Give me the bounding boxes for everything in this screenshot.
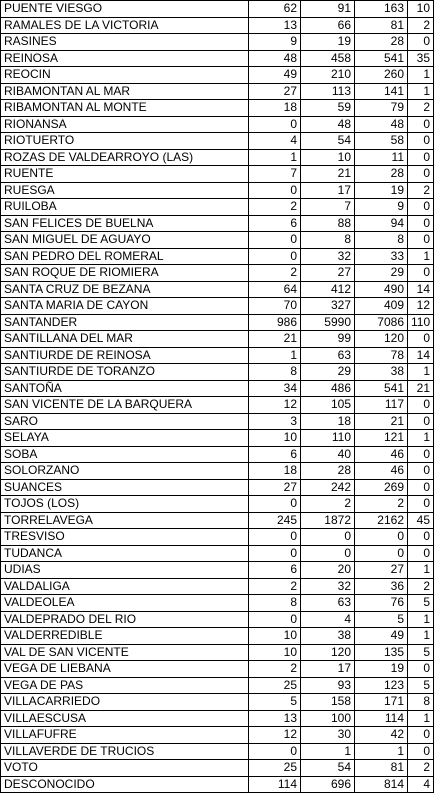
value-col4-cell: 1 (408, 562, 434, 579)
value-col4-cell: 0 (408, 397, 434, 414)
municipality-cell: SOLORZANO (1, 463, 249, 480)
value-col4-cell: 0 (408, 479, 434, 496)
value-col4-cell: 5 (408, 644, 434, 661)
value-col4-cell: 0 (408, 727, 434, 744)
value-col2-cell: 18 (301, 413, 355, 430)
municipality-cell: VOTO (1, 760, 249, 777)
value-col4-cell: 1 (408, 364, 434, 381)
value-col3-cell: 28 (355, 34, 408, 51)
table-row (1, 314, 434, 331)
value-col2-cell: 1872 (301, 512, 355, 529)
municipality-cell: RUESGA (1, 182, 249, 199)
value-col3-cell: 9 (355, 199, 408, 216)
value-col1-cell: 64 (249, 281, 301, 298)
value-col4-cell: 5 (408, 595, 434, 612)
value-col1-cell: 2 (249, 265, 301, 282)
value-col2-cell: 48 (301, 116, 355, 133)
table-row (1, 232, 434, 249)
municipality-cell: RUENTE (1, 166, 249, 183)
value-col1-cell: 13 (249, 710, 301, 727)
table-row (1, 265, 434, 282)
value-col3-cell: 49 (355, 628, 408, 645)
value-col1-cell: 49 (249, 67, 301, 84)
value-col3-cell: 135 (355, 644, 408, 661)
table-row (1, 17, 434, 34)
municipality-cell: TORRELAVEGA (1, 512, 249, 529)
value-col4-cell: 5 (408, 677, 434, 694)
value-col4-cell: 110 (408, 314, 434, 331)
table-row (1, 677, 434, 694)
municipality-cell: RIOTUERTO (1, 133, 249, 150)
value-col3-cell: 8 (355, 232, 408, 249)
municipality-cell: UDIAS (1, 562, 249, 579)
value-col1-cell: 18 (249, 100, 301, 117)
value-col2-cell: 32 (301, 578, 355, 595)
value-col1-cell: 114 (249, 776, 301, 793)
value-col2-cell: 105 (301, 397, 355, 414)
value-col4-cell: 1 (408, 611, 434, 628)
value-col3-cell: 5 (355, 611, 408, 628)
municipality-cell: SANTILLANA DEL MAR (1, 331, 249, 348)
table-row (1, 644, 434, 661)
value-col4-cell: 1 (408, 248, 434, 265)
value-col4-cell: 0 (408, 463, 434, 480)
value-col3-cell: 121 (355, 430, 408, 447)
value-col3-cell: 46 (355, 446, 408, 463)
municipality-cell: RIBAMONTAN AL MAR (1, 83, 249, 100)
value-col3-cell: 11 (355, 149, 408, 166)
table-row (1, 479, 434, 496)
municipality-cell: SANTA MARIA DE CAYON (1, 298, 249, 315)
value-col2-cell: 28 (301, 463, 355, 480)
value-col2-cell: 27 (301, 265, 355, 282)
value-col3-cell: 38 (355, 364, 408, 381)
municipality-cell: TOJOS (LOS) (1, 496, 249, 513)
value-col1-cell: 0 (249, 611, 301, 628)
value-col2-cell: 113 (301, 83, 355, 100)
value-col1-cell: 5 (249, 694, 301, 711)
value-col4-cell: 0 (408, 413, 434, 430)
value-col2-cell: 210 (301, 67, 355, 84)
table-row (1, 1, 434, 18)
table-row (1, 364, 434, 381)
municipality-cell: TRESVISO (1, 529, 249, 546)
value-col4-cell: 0 (408, 743, 434, 760)
value-col1-cell: 21 (249, 331, 301, 348)
municipality-cell: SELAYA (1, 430, 249, 447)
value-col2-cell: 91 (301, 1, 355, 18)
municipality-cell: RUILOBA (1, 199, 249, 216)
value-col1-cell: 6 (249, 215, 301, 232)
table-row (1, 380, 434, 397)
municipality-cell: REOCIN (1, 67, 249, 84)
value-col3-cell: 78 (355, 347, 408, 364)
value-col3-cell: 541 (355, 50, 408, 67)
municipality-cell: VILLAVERDE DE TRUCIOS (1, 743, 249, 760)
table-row (1, 776, 434, 793)
value-col4-cell: 0 (408, 331, 434, 348)
value-col4-cell: 35 (408, 50, 434, 67)
value-col1-cell: 1 (249, 149, 301, 166)
value-col4-cell: 14 (408, 281, 434, 298)
table-row (1, 694, 434, 711)
table-row (1, 430, 434, 447)
table-row (1, 100, 434, 117)
table-row (1, 413, 434, 430)
value-col2-cell: 5990 (301, 314, 355, 331)
value-col2-cell: 29 (301, 364, 355, 381)
table-row (1, 34, 434, 51)
municipality-cell: ROZAS DE VALDEARROYO (LAS) (1, 149, 249, 166)
value-col3-cell: 28 (355, 166, 408, 183)
value-col1-cell: 6 (249, 446, 301, 463)
value-col3-cell: 2 (355, 496, 408, 513)
value-col3-cell: 171 (355, 694, 408, 711)
value-col3-cell: 79 (355, 100, 408, 117)
value-col4-cell: 0 (408, 496, 434, 513)
municipality-cell: VAL DE SAN VICENTE (1, 644, 249, 661)
table-body (1, 1, 434, 793)
value-col3-cell: 120 (355, 331, 408, 348)
value-col3-cell: 0 (355, 545, 408, 562)
value-col1-cell: 25 (249, 677, 301, 694)
value-col3-cell: 19 (355, 182, 408, 199)
value-col1-cell: 34 (249, 380, 301, 397)
value-col3-cell: 21 (355, 413, 408, 430)
value-col1-cell: 18 (249, 463, 301, 480)
table-row (1, 578, 434, 595)
municipality-cell: SANTANDER (1, 314, 249, 331)
value-col3-cell: 814 (355, 776, 408, 793)
municipality-cell: RIBAMONTAN AL MONTE (1, 100, 249, 117)
value-col3-cell: 0 (355, 529, 408, 546)
value-col4-cell: 21 (408, 380, 434, 397)
value-col2-cell: 20 (301, 562, 355, 579)
municipality-cell: RASINES (1, 34, 249, 51)
municipality-cell: DESCONOCIDO (1, 776, 249, 793)
value-col1-cell: 10 (249, 628, 301, 645)
table-row (1, 727, 434, 744)
value-col1-cell: 0 (249, 248, 301, 265)
value-col3-cell: 409 (355, 298, 408, 315)
value-col2-cell: 4 (301, 611, 355, 628)
value-col1-cell: 7 (249, 166, 301, 183)
value-col3-cell: 46 (355, 463, 408, 480)
value-col2-cell: 54 (301, 133, 355, 150)
table-row (1, 496, 434, 513)
value-col1-cell: 986 (249, 314, 301, 331)
municipality-cell: VILLAESCUSA (1, 710, 249, 727)
value-col3-cell: 33 (355, 248, 408, 265)
table-row (1, 281, 434, 298)
municipality-cell: VALDEOLEA (1, 595, 249, 612)
value-col1-cell: 48 (249, 50, 301, 67)
municipality-cell: VALDEPRADO DEL RIO (1, 611, 249, 628)
value-col4-cell: 2 (408, 760, 434, 777)
table-row (1, 512, 434, 529)
municipality-cell: VALDALIGA (1, 578, 249, 595)
value-col3-cell: 541 (355, 380, 408, 397)
table-row (1, 182, 434, 199)
value-col4-cell: 0 (408, 661, 434, 678)
value-col3-cell: 19 (355, 661, 408, 678)
value-col2-cell: 327 (301, 298, 355, 315)
value-col1-cell: 2 (249, 199, 301, 216)
value-col4-cell: 0 (408, 446, 434, 463)
value-col3-cell: 81 (355, 760, 408, 777)
value-col3-cell: 1 (355, 743, 408, 760)
table-row (1, 215, 434, 232)
value-col2-cell: 486 (301, 380, 355, 397)
value-col1-cell: 10 (249, 644, 301, 661)
value-col3-cell: 269 (355, 479, 408, 496)
municipality-cell: SANTIURDE DE TORANZO (1, 364, 249, 381)
municipality-cell: SAN ROQUE DE RIOMIERA (1, 265, 249, 282)
value-col2-cell: 93 (301, 677, 355, 694)
table-row (1, 83, 434, 100)
value-col2-cell: 2 (301, 496, 355, 513)
municipality-cell: VILLACARRIEDO (1, 694, 249, 711)
value-col3-cell: 490 (355, 281, 408, 298)
municipality-cell: VEGA DE PAS (1, 677, 249, 694)
value-col4-cell: 2 (408, 17, 434, 34)
value-col1-cell: 2 (249, 578, 301, 595)
value-col1-cell: 70 (249, 298, 301, 315)
value-col2-cell: 10 (301, 149, 355, 166)
value-col2-cell: 66 (301, 17, 355, 34)
value-col4-cell: 10 (408, 1, 434, 18)
value-col4-cell: 0 (408, 166, 434, 183)
municipality-cell: SANTIURDE DE REINOSA (1, 347, 249, 364)
table-row (1, 529, 434, 546)
value-col3-cell: 76 (355, 595, 408, 612)
value-col1-cell: 12 (249, 397, 301, 414)
table-row (1, 595, 434, 612)
value-col1-cell: 4 (249, 133, 301, 150)
value-col2-cell: 158 (301, 694, 355, 711)
municipality-cell: SAN FELICES DE BUELNA (1, 215, 249, 232)
municipality-cell: SANTOÑA (1, 380, 249, 397)
table-row (1, 611, 434, 628)
value-col1-cell: 2 (249, 661, 301, 678)
value-col2-cell: 7 (301, 199, 355, 216)
value-col4-cell: 0 (408, 149, 434, 166)
value-col2-cell: 8 (301, 232, 355, 249)
value-col2-cell: 0 (301, 529, 355, 546)
value-col3-cell: 260 (355, 67, 408, 84)
value-col1-cell: 27 (249, 479, 301, 496)
value-col1-cell: 3 (249, 413, 301, 430)
value-col2-cell: 17 (301, 661, 355, 678)
value-col2-cell: 110 (301, 430, 355, 447)
value-col4-cell: 0 (408, 133, 434, 150)
value-col1-cell: 8 (249, 595, 301, 612)
value-col4-cell: 1 (408, 430, 434, 447)
municipality-cell: VILLAFUFRE (1, 727, 249, 744)
value-col2-cell: 19 (301, 34, 355, 51)
table-row (1, 661, 434, 678)
value-col4-cell: 0 (408, 529, 434, 546)
table-row (1, 50, 434, 67)
municipality-cell: SANTA CRUZ DE BEZANA (1, 281, 249, 298)
value-col2-cell: 63 (301, 595, 355, 612)
municipality-cell: VEGA DE LIEBANA (1, 661, 249, 678)
value-col3-cell: 123 (355, 677, 408, 694)
value-col2-cell: 458 (301, 50, 355, 67)
table-row (1, 347, 434, 364)
value-col4-cell: 0 (408, 199, 434, 216)
value-col2-cell: 120 (301, 644, 355, 661)
municipality-cell: SAN PEDRO DEL ROMERAL (1, 248, 249, 265)
value-col1-cell: 0 (249, 232, 301, 249)
table-row (1, 562, 434, 579)
value-col2-cell: 40 (301, 446, 355, 463)
value-col4-cell: 2 (408, 182, 434, 199)
value-col2-cell: 0 (301, 545, 355, 562)
municipality-cell: TUDANCA (1, 545, 249, 562)
table-row (1, 397, 434, 414)
municipality-cell: SAN VICENTE DE LA BARQUERA (1, 397, 249, 414)
value-col3-cell: 114 (355, 710, 408, 727)
value-col1-cell: 0 (249, 545, 301, 562)
value-col4-cell: 0 (408, 34, 434, 51)
value-col2-cell: 242 (301, 479, 355, 496)
value-col1-cell: 1 (249, 347, 301, 364)
value-col2-cell: 59 (301, 100, 355, 117)
value-col1-cell: 6 (249, 562, 301, 579)
value-col4-cell: 0 (408, 215, 434, 232)
value-col3-cell: 58 (355, 133, 408, 150)
value-col4-cell: 0 (408, 232, 434, 249)
municipality-cell: RAMALES DE LA VICTORIA (1, 17, 249, 34)
municipality-cell: PUENTE VIESGO (1, 1, 249, 18)
value-col4-cell: 1 (408, 83, 434, 100)
value-col1-cell: 0 (249, 496, 301, 513)
value-col3-cell: 117 (355, 397, 408, 414)
value-col2-cell: 54 (301, 760, 355, 777)
value-col4-cell: 1 (408, 67, 434, 84)
value-col1-cell: 0 (249, 116, 301, 133)
value-col4-cell: 0 (408, 265, 434, 282)
value-col2-cell: 38 (301, 628, 355, 645)
value-col4-cell: 0 (408, 545, 434, 562)
municipality-cell: SOBA (1, 446, 249, 463)
value-col4-cell: 12 (408, 298, 434, 315)
value-col3-cell: 29 (355, 265, 408, 282)
table-row (1, 116, 434, 133)
table-row (1, 166, 434, 183)
value-col4-cell: 45 (408, 512, 434, 529)
municipality-cell: VALDERREDIBLE (1, 628, 249, 645)
table-row (1, 67, 434, 84)
value-col3-cell: 7086 (355, 314, 408, 331)
value-col4-cell: 2 (408, 100, 434, 117)
table-row (1, 331, 434, 348)
value-col3-cell: 2162 (355, 512, 408, 529)
value-col3-cell: 94 (355, 215, 408, 232)
table-row (1, 133, 434, 150)
table-row (1, 149, 434, 166)
value-col2-cell: 30 (301, 727, 355, 744)
value-col3-cell: 27 (355, 562, 408, 579)
value-col2-cell: 21 (301, 166, 355, 183)
value-col1-cell: 8 (249, 364, 301, 381)
value-col3-cell: 36 (355, 578, 408, 595)
value-col2-cell: 412 (301, 281, 355, 298)
municipality-cell: SARO (1, 413, 249, 430)
value-col1-cell: 27 (249, 83, 301, 100)
value-col2-cell: 99 (301, 331, 355, 348)
table-row (1, 710, 434, 727)
municipality-cell: SAN MIGUEL DE AGUAYO (1, 232, 249, 249)
value-col4-cell: 1 (408, 628, 434, 645)
value-col2-cell: 100 (301, 710, 355, 727)
value-col4-cell: 14 (408, 347, 434, 364)
value-col4-cell: 0 (408, 116, 434, 133)
municipality-cell: REINOSA (1, 50, 249, 67)
municipality-cell: RIONANSA (1, 116, 249, 133)
table-row (1, 743, 434, 760)
value-col4-cell: 4 (408, 776, 434, 793)
table-row (1, 248, 434, 265)
value-col2-cell: 696 (301, 776, 355, 793)
value-col3-cell: 81 (355, 17, 408, 34)
value-col1-cell: 0 (249, 529, 301, 546)
value-col4-cell: 2 (408, 578, 434, 595)
value-col1-cell: 9 (249, 34, 301, 51)
value-col2-cell: 32 (301, 248, 355, 265)
table-row (1, 446, 434, 463)
value-col4-cell: 8 (408, 694, 434, 711)
value-col4-cell: 1 (408, 710, 434, 727)
value-col1-cell: 0 (249, 743, 301, 760)
table-row (1, 199, 434, 216)
value-col2-cell: 1 (301, 743, 355, 760)
value-col1-cell: 25 (249, 760, 301, 777)
value-col1-cell: 0 (249, 182, 301, 199)
table-row (1, 760, 434, 777)
value-col1-cell: 62 (249, 1, 301, 18)
value-col3-cell: 163 (355, 1, 408, 18)
value-col3-cell: 42 (355, 727, 408, 744)
value-col1-cell: 13 (249, 17, 301, 34)
table-row (1, 545, 434, 562)
table-row (1, 628, 434, 645)
value-col1-cell: 10 (249, 430, 301, 447)
value-col2-cell: 17 (301, 182, 355, 199)
value-col1-cell: 12 (249, 727, 301, 744)
value-col3-cell: 48 (355, 116, 408, 133)
table-row (1, 298, 434, 315)
value-col3-cell: 141 (355, 83, 408, 100)
table-row (1, 463, 434, 480)
municipality-cell: SUANCES (1, 479, 249, 496)
value-col2-cell: 88 (301, 215, 355, 232)
value-col1-cell: 245 (249, 512, 301, 529)
value-col2-cell: 63 (301, 347, 355, 364)
